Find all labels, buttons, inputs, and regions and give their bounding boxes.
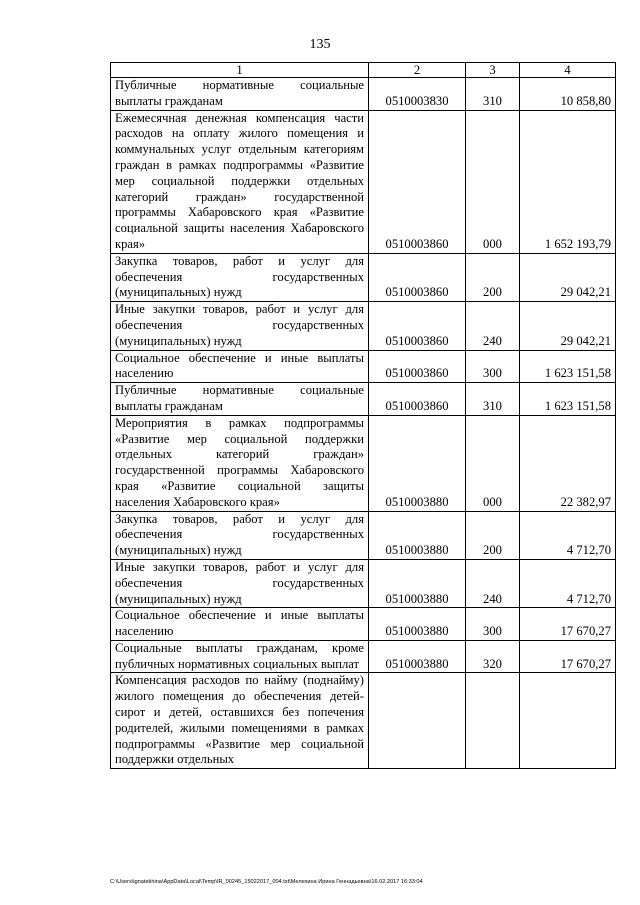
row-expense-type — [466, 673, 520, 769]
table-row — [111, 350, 616, 383]
row-amount: 4 712,70 — [520, 559, 616, 607]
row-name: Социальные выплаты гражданам, кроме публичных нормативных социальных выплат — [111, 640, 369, 673]
row-expense-type: 310 — [466, 383, 520, 416]
budget-table — [110, 62, 616, 769]
column-header-1: 1 — [111, 63, 369, 78]
row-name: Закупка товаров, работ и услуг для обеспечения государственных (муниципальных) нужд — [111, 253, 369, 301]
row-expense-type: 300 — [466, 608, 520, 641]
row-amount: 17 670,27 — [520, 640, 616, 673]
row-expense-type: 240 — [466, 559, 520, 607]
row-code: 0510003880 — [369, 608, 466, 641]
table-row — [111, 383, 616, 416]
row-name: Социальное обеспечение и иные выплаты населению — [111, 608, 369, 641]
row-code: 0510003880 — [369, 415, 466, 511]
row-amount — [520, 673, 616, 769]
table-row — [111, 608, 616, 641]
table-row — [111, 78, 616, 111]
row-expense-type: 300 — [466, 350, 520, 383]
row-amount: 29 042,21 — [520, 302, 616, 350]
row-amount: 1 652 193,79 — [520, 110, 616, 253]
row-expense-type: 000 — [466, 110, 520, 253]
row-code: 0510003860 — [369, 302, 466, 350]
row-name: Мероприятия в рамках подпрограммы «Развитие мер социальной поддержки отдельных категорий граждан» государственной программы Хабаровского края «Развитие социальной защиты населения Хабаровского края» — [111, 415, 369, 511]
row-amount: 22 382,97 — [520, 415, 616, 511]
row-name: Компенсация расходов по найму (поднайму) жилого помещения до обеспечения детей-сирот и детей, оставшихся без попечения родителей, жилыми помещениями в рамках подпрограммы «Развитие мер социальной поддержки отдельных — [111, 673, 369, 769]
row-code: 0510003860 — [369, 350, 466, 383]
row-amount: 1 623 151,58 — [520, 383, 616, 416]
table-row — [111, 110, 616, 253]
row-expense-type: 240 — [466, 302, 520, 350]
row-code: 0510003860 — [369, 110, 466, 253]
row-name: Публичные нормативные социальные выплаты гражданам — [111, 383, 369, 416]
page-number: 135 — [309, 37, 331, 52]
row-amount: 10 858,80 — [520, 78, 616, 111]
file-path-footer: C:\Users\ignatekhina\AppData\Local\Temp\IR_00245_15022017_004.txt\Мелехина Ирина Геннадьевна\16.02.2017 16:33:04 — [110, 879, 423, 885]
row-name: Публичные нормативные социальные выплаты гражданам — [111, 78, 369, 111]
table-row — [111, 415, 616, 511]
column-header-3: 3 — [466, 63, 520, 78]
row-code: 0510003880 — [369, 511, 466, 559]
row-amount: 29 042,21 — [520, 253, 616, 301]
row-expense-type: 310 — [466, 78, 520, 111]
column-header-2: 2 — [369, 63, 466, 78]
table-row — [111, 559, 616, 607]
row-name: Закупка товаров, работ и услуг для обеспечения государственных (муниципальных) нужд — [111, 511, 369, 559]
row-amount: 4 712,70 — [520, 511, 616, 559]
column-header-4: 4 — [520, 63, 616, 78]
row-name: Социальное обеспечение и иные выплаты населению — [111, 350, 369, 383]
row-name: Ежемесячная денежная компенсация части расходов на оплату жилого помещения и коммунальных услуг отдельным категориям граждан в рамках подпрограммы «Развитие мер социальной поддержки отдельных категорий граждан» государственной программы Хабаровского края «Развитие социальной защиты населения Хабаровского края» — [111, 110, 369, 253]
table-header-row — [111, 63, 616, 78]
row-code: 0510003860 — [369, 253, 466, 301]
row-code — [369, 673, 466, 769]
row-code: 0510003880 — [369, 559, 466, 607]
row-expense-type: 000 — [466, 415, 520, 511]
row-code: 0510003880 — [369, 640, 466, 673]
row-amount: 1 623 151,58 — [520, 350, 616, 383]
row-code: 0510003860 — [369, 383, 466, 416]
row-expense-type: 320 — [466, 640, 520, 673]
row-expense-type: 200 — [466, 511, 520, 559]
table-row — [111, 511, 616, 559]
table-row — [111, 302, 616, 350]
row-code: 0510003830 — [369, 78, 466, 111]
row-name: Иные закупки товаров, работ и услуг для обеспечения государственных (муниципальных) нужд — [111, 559, 369, 607]
row-expense-type: 200 — [466, 253, 520, 301]
table-row — [111, 673, 616, 769]
row-amount: 17 670,27 — [520, 608, 616, 641]
table-row — [111, 253, 616, 301]
table-row — [111, 640, 616, 673]
row-name: Иные закупки товаров, работ и услуг для обеспечения государственных (муниципальных) нужд — [111, 302, 369, 350]
